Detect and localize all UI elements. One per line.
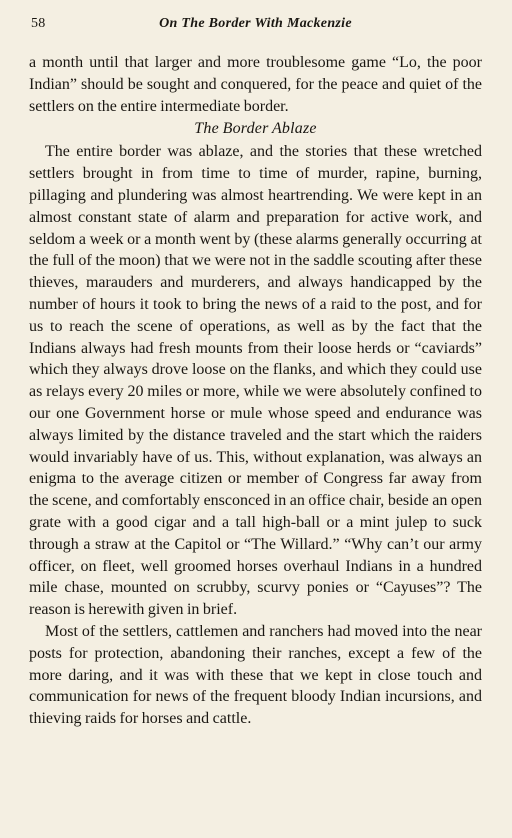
paragraph-settlers: Most of the settlers, cattlemen and ranchers had moved into the near posts for protection, abandoning their ranches, except a few of the more daring, and it was with these that we kept in close touch and communication for news of the frequent bloody Indian incursions, and thieving raids for horses and cattle.	[29, 622, 482, 728]
section-title: The Border Ablaze	[194, 120, 317, 138]
body-text	[29, 52, 482, 730]
running-title: On The Border With Mackenzie	[159, 16, 352, 31]
page-number: 58	[31, 16, 46, 31]
running-header	[29, 14, 482, 38]
paragraph-continuation: a month until that larger and more troublesome game “Lo, the poor Indian” should be sought and conquered, for the peace and quiet of the settlers on the entire intermediate border.	[29, 54, 482, 115]
paragraph-border-ablaze: The entire border was ablaze, and the stories that these wretched settlers brought in from time to time of murder, rapine, burning, pillaging and plundering was almost heartrending. We were kept in an almost constant state of alarm and preparation for active work, and seldom a week or a month went by (these alarms generally occurring at the full of the moon) that we were not in the saddle scouting after these thieves, marauders and murderers, and always handicapped by the number of hours it took to bring the news of a raid to the post, and for us to reach the scene of operations, as well as by the fact that the Indians always had fresh mounts from their loose herds or “caviards” which they always drove loose on the flanks, and which they could use as relays every 20 miles or more, while we were absolutely confined to our one Government horse or mule whose speed and endurance was always limited by the distance traveled and the start which the raiders would invariably have of us. This, without explanation, was always an enigma to the average citizen or member of Congress far away from the scene, and comfortably ensconced in an office chair, beside an open grate with a good cigar and a tall high-ball or a mint julep to suck through a straw at the Capitol or “The Willard.” “Why can’t our army officer, on fleet, well groomed horses overhaul Indians in a hundred mile chase, mounted on scrubby, scurvy ponies or “Cayuses”? The reason is herewith given in brief.	[29, 143, 482, 619]
